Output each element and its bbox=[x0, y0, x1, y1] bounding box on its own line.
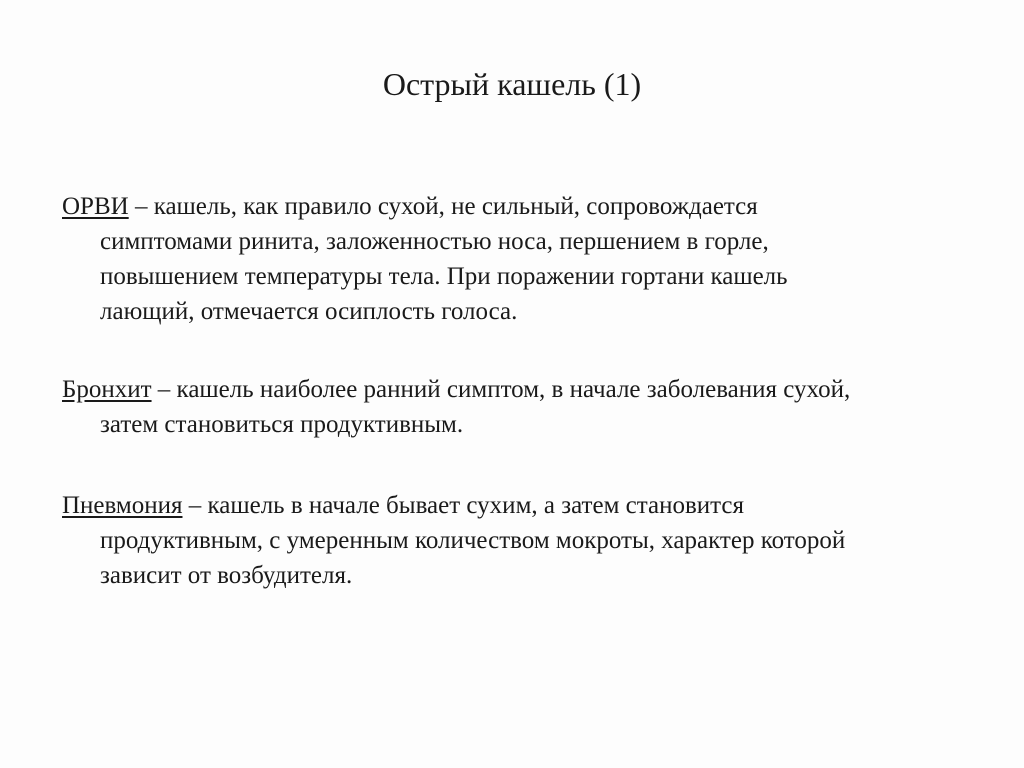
term-pneumonia: Пневмония bbox=[62, 492, 183, 519]
paragraph-line: затем становиться продуктивным. bbox=[100, 411, 464, 438]
paragraph-line: повышением температуры тела. При поражении гортани кашель bbox=[100, 263, 788, 290]
paragraph-line: симптомами ринита, заложенностью носа, першением в горле, bbox=[100, 228, 769, 255]
paragraph-first-line: – кашель, как правило сухой, не сильный, сопровождается bbox=[128, 193, 758, 220]
paragraph-pneumonia bbox=[62, 488, 962, 593]
term-orvi: ОРВИ bbox=[62, 193, 129, 220]
paragraph-first-line: – кашель наиболее ранний симптом, в начале заболевания сухой, bbox=[151, 376, 851, 403]
slide-title: Острый кашель (1) bbox=[382, 66, 642, 102]
paragraph-line: лающий, отмечается осиплость голоса. bbox=[100, 298, 518, 325]
paragraph-first-line: – кашель в начале бывает сухим, а затем становится bbox=[182, 492, 744, 519]
paragraph-line: зависит от возбудителя. bbox=[100, 562, 353, 589]
term-bronchitis: Бронхит bbox=[62, 376, 152, 403]
paragraph-orvi bbox=[62, 189, 962, 329]
paragraph-bronchitis bbox=[62, 372, 962, 442]
paragraph-line: продуктивным, с умеренным количеством мокроты, характер которой bbox=[100, 527, 846, 554]
